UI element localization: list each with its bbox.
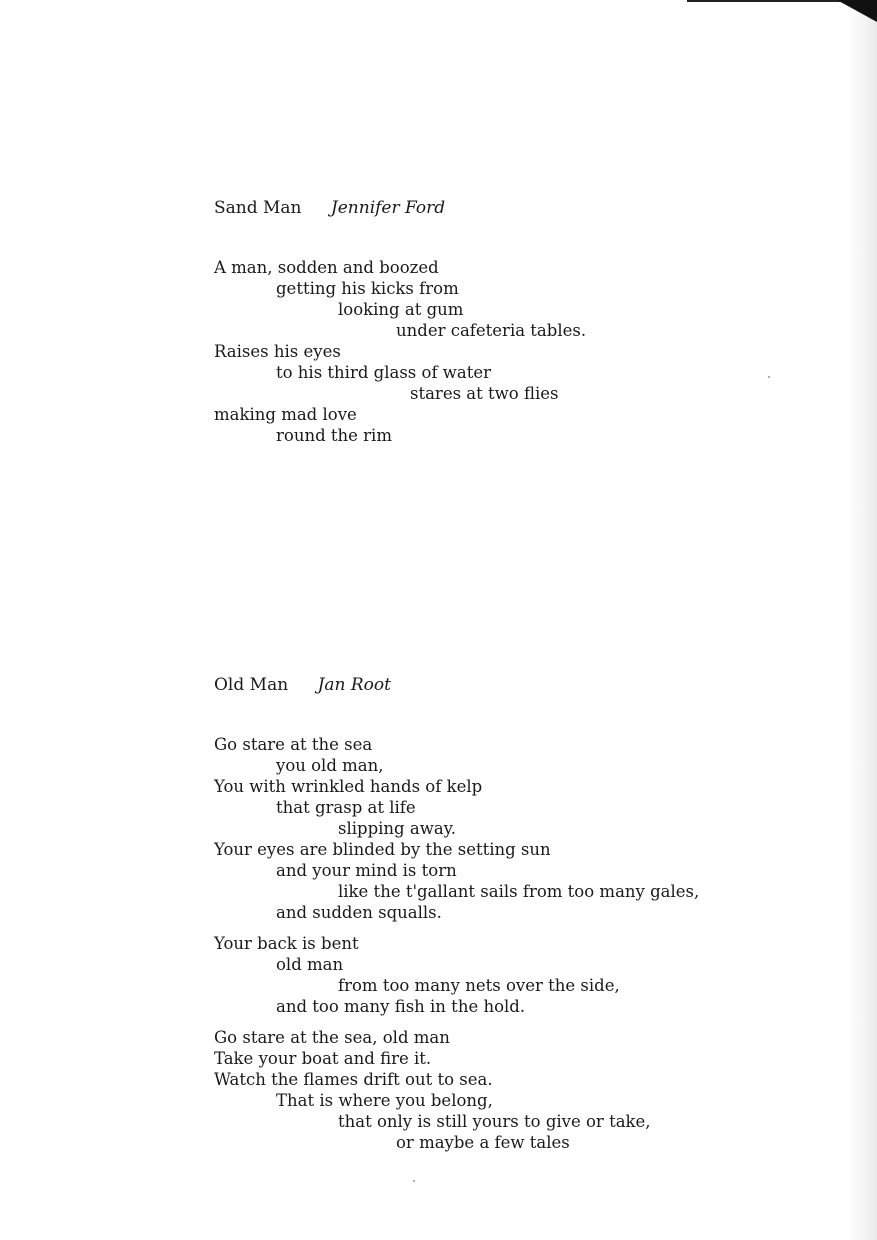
poem-line: Take your boat and fire it. <box>214 1049 432 1068</box>
poem-line: slipping away. <box>338 819 457 838</box>
poem-line: making mad love <box>214 405 357 424</box>
speck <box>413 1180 415 1182</box>
poem-line: getting his kicks from <box>276 279 459 298</box>
poem-line: Your back is bent <box>214 934 359 953</box>
poem-line: You with wrinkled hands of kelp <box>214 777 483 796</box>
poem-line: you old man, <box>276 756 384 775</box>
poem-line: that grasp at life <box>276 798 416 817</box>
poem-sand-man <box>214 197 834 446</box>
poem-title: Old Man <box>214 675 289 695</box>
poem-author: Jan Root <box>317 675 391 695</box>
poem-line: Go stare at the sea, old man <box>214 1028 450 1047</box>
poem-author: Jennifer Ford <box>330 198 446 218</box>
poem-line: stares at two flies <box>410 384 559 403</box>
poem-line: Your eyes are blinded by the setting sun <box>214 840 551 859</box>
corner-mark <box>837 0 877 22</box>
page-edge-shadow <box>847 0 877 1240</box>
poem-line: Go stare at the sea <box>214 735 373 754</box>
stanza <box>214 257 834 446</box>
poem-line: old man <box>276 955 344 974</box>
poem-line: under cafeteria tables. <box>396 321 587 340</box>
poem-line: and sudden squalls. <box>276 903 442 922</box>
poem-line: to his third glass of water <box>276 363 492 382</box>
stanza <box>214 1027 834 1153</box>
poem-line: A man, sodden and boozed <box>214 258 439 277</box>
poem-line: from too many nets over the side, <box>338 976 620 995</box>
poem-title: Sand Man <box>214 198 302 218</box>
poem-header <box>214 674 834 696</box>
stanza <box>214 734 834 923</box>
poem-line: looking at gum <box>338 300 464 319</box>
corner-scan-line <box>687 0 847 2</box>
poem-line: That is where you belong, <box>276 1091 493 1110</box>
speck <box>768 376 770 378</box>
poem-line: Raises his eyes <box>214 342 341 361</box>
poem-line: and too many fish in the hold. <box>276 997 526 1016</box>
poem-line: or maybe a few tales <box>396 1133 570 1152</box>
poem-header <box>214 197 834 219</box>
poem-line: like the t'gallant sails from too many gales, <box>338 882 700 901</box>
stanza <box>214 933 834 1017</box>
poem-line: and your mind is torn <box>276 861 457 880</box>
poem-line: round the rim <box>276 426 392 445</box>
poem-line: that only is still yours to give or take, <box>338 1112 651 1131</box>
poem-old-man <box>214 674 834 1153</box>
poem-line: Watch the flames drift out to sea. <box>214 1070 493 1089</box>
